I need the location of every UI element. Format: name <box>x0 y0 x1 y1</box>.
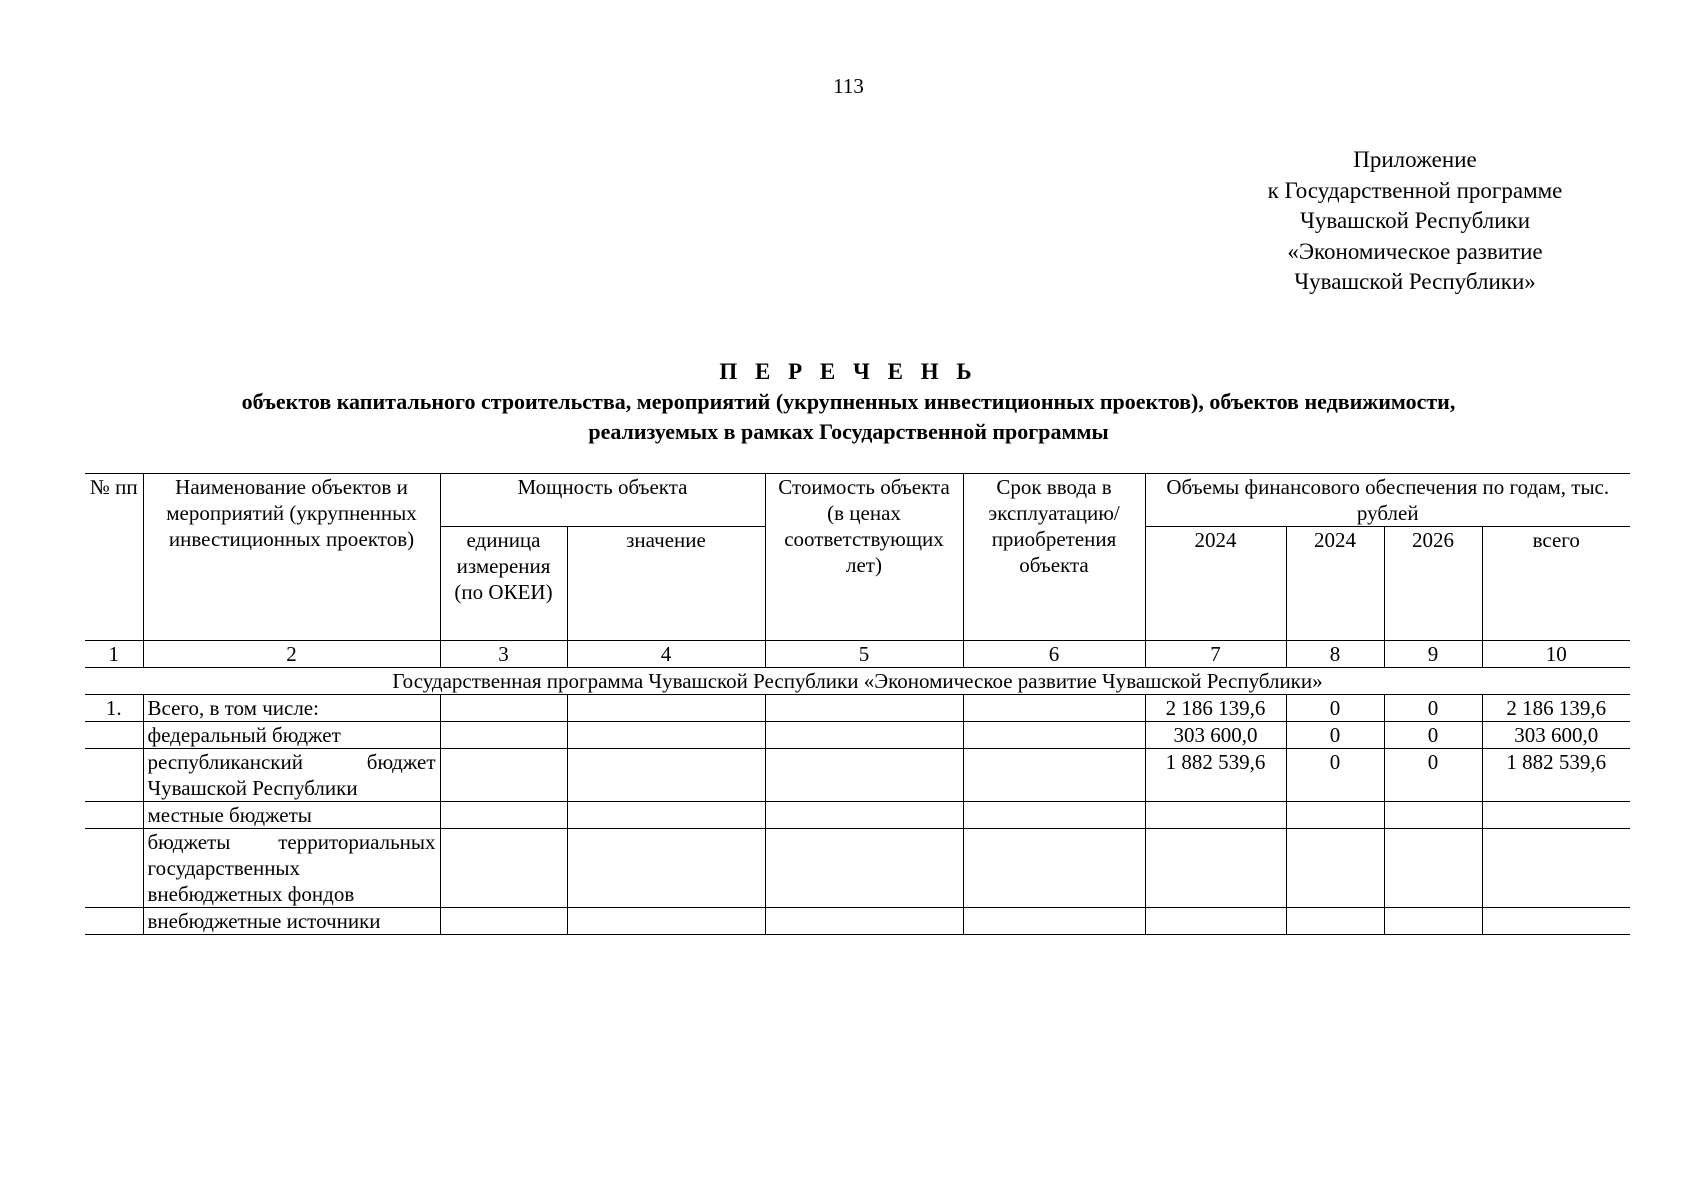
header-cost: Стоимость объекта (в ценах соответствующих лет) <box>765 474 963 641</box>
empty-cell <box>963 802 1145 829</box>
row-y3: 0 <box>1384 749 1482 802</box>
header-unit: единица измерения (по ОКЕИ) <box>440 527 567 641</box>
row-name: местные бюджеты <box>143 802 440 829</box>
column-number: 5 <box>765 641 963 668</box>
row-y3: 0 <box>1384 722 1482 749</box>
row-y3 <box>1384 802 1482 829</box>
row-y2: 0 <box>1286 749 1384 802</box>
empty-cell <box>765 908 963 935</box>
empty-cell <box>440 749 567 802</box>
empty-cell <box>963 829 1145 908</box>
table-row <box>85 722 1630 749</box>
column-number: 8 <box>1286 641 1384 668</box>
empty-cell <box>765 695 963 722</box>
empty-cell <box>567 722 765 749</box>
empty-cell <box>765 749 963 802</box>
row-y2 <box>1286 908 1384 935</box>
row-y1 <box>1145 829 1286 908</box>
row-num <box>85 908 143 935</box>
column-number: 1 <box>85 641 143 668</box>
empty-cell <box>765 829 963 908</box>
header-term: Срок ввода в эксплуатацию/приобретения объекта <box>963 474 1145 641</box>
section-title: Государственная программа Чувашской Республики «Экономическое развитие Чувашской Республики» <box>85 668 1630 695</box>
empty-cell <box>765 722 963 749</box>
empty-cell <box>963 908 1145 935</box>
row-y1 <box>1145 802 1286 829</box>
row-total <box>1482 802 1630 829</box>
column-number: 7 <box>1145 641 1286 668</box>
row-y2 <box>1286 829 1384 908</box>
header-capacity: Мощность объекта <box>440 474 765 527</box>
row-name: бюджеты территориальных государственных внебюджетных фондов <box>143 829 440 908</box>
empty-cell <box>440 802 567 829</box>
document-title <box>0 357 1697 447</box>
row-y1: 1 882 539,6 <box>1145 749 1286 802</box>
empty-cell <box>567 829 765 908</box>
objects-table <box>85 473 1630 935</box>
appendix-line: Приложение <box>1353 147 1477 172</box>
row-total <box>1482 829 1630 908</box>
empty-cell <box>963 695 1145 722</box>
page-number: 113 <box>833 74 864 98</box>
row-total: 303 600,0 <box>1482 722 1630 749</box>
section-row <box>85 668 1630 695</box>
row-y2: 0 <box>1286 722 1384 749</box>
title-subtitle-line: объектов капитального строительства, мероприятий (укрупненных инвестиционных проектов), объектов недвижимости, <box>241 389 1456 414</box>
row-y2: 0 <box>1286 695 1384 722</box>
row-num <box>85 722 143 749</box>
row-name: Всего, в том числе: <box>143 695 440 722</box>
header-total: всего <box>1482 527 1630 641</box>
row-name: республиканский бюджет Чувашской Республики <box>143 749 440 802</box>
header-row <box>85 474 1630 527</box>
empty-cell <box>440 908 567 935</box>
header-year: 2024 <box>1286 527 1384 641</box>
row-num <box>85 829 143 908</box>
table-row <box>85 695 1630 722</box>
row-total <box>1482 908 1630 935</box>
empty-cell <box>963 722 1145 749</box>
appendix-line: к Государственной программе <box>1267 177 1563 203</box>
row-num <box>85 749 143 802</box>
column-numbers-row <box>85 641 1630 668</box>
header-value: значение <box>567 527 765 641</box>
column-number: 10 <box>1482 641 1630 668</box>
header-finance: Объемы финансового обеспечения по годам, тыс. рублей <box>1145 474 1630 527</box>
empty-cell <box>567 908 765 935</box>
empty-cell <box>567 802 765 829</box>
row-y3 <box>1384 908 1482 935</box>
table-row <box>85 829 1630 908</box>
table-row <box>85 802 1630 829</box>
column-number: 3 <box>440 641 567 668</box>
row-y3: 0 <box>1384 695 1482 722</box>
column-number: 2 <box>143 641 440 668</box>
column-number: 9 <box>1384 641 1482 668</box>
row-total: 2 186 139,6 <box>1482 695 1630 722</box>
empty-cell <box>440 695 567 722</box>
header-year: 2026 <box>1384 527 1482 641</box>
title-main: П Е Р Е Ч Е Н Ь <box>719 359 978 384</box>
row-y2 <box>1286 802 1384 829</box>
appendix-line: Чувашской Республики» <box>1294 269 1536 294</box>
header-name: Наименование объектов и мероприятий (укрупненных инвестиционных проектов) <box>143 474 440 641</box>
row-num: 1. <box>85 695 143 722</box>
appendix-line: «Экономическое развитие <box>1287 238 1543 264</box>
table-row <box>85 908 1630 935</box>
row-y1 <box>1145 908 1286 935</box>
empty-cell <box>963 749 1145 802</box>
empty-cell <box>567 749 765 802</box>
row-y1: 303 600,0 <box>1145 722 1286 749</box>
row-name: внебюджетные источники <box>143 908 440 935</box>
header-num: № пп <box>85 474 143 641</box>
column-number: 4 <box>567 641 765 668</box>
title-subtitle-line: реализуемых в рамках Государственной программы <box>588 419 1109 444</box>
header-year: 2024 <box>1145 527 1286 641</box>
appendix-block <box>1180 145 1650 298</box>
empty-cell <box>440 829 567 908</box>
empty-cell <box>440 722 567 749</box>
table-row <box>85 749 1630 802</box>
row-num <box>85 802 143 829</box>
row-y1: 2 186 139,6 <box>1145 695 1286 722</box>
row-name: федеральный бюджет <box>143 722 440 749</box>
empty-cell <box>567 695 765 722</box>
appendix-line: Чувашской Республики <box>1299 208 1531 233</box>
row-total: 1 882 539,6 <box>1482 749 1630 802</box>
empty-cell <box>765 802 963 829</box>
row-y3 <box>1384 829 1482 908</box>
column-number: 6 <box>963 641 1145 668</box>
